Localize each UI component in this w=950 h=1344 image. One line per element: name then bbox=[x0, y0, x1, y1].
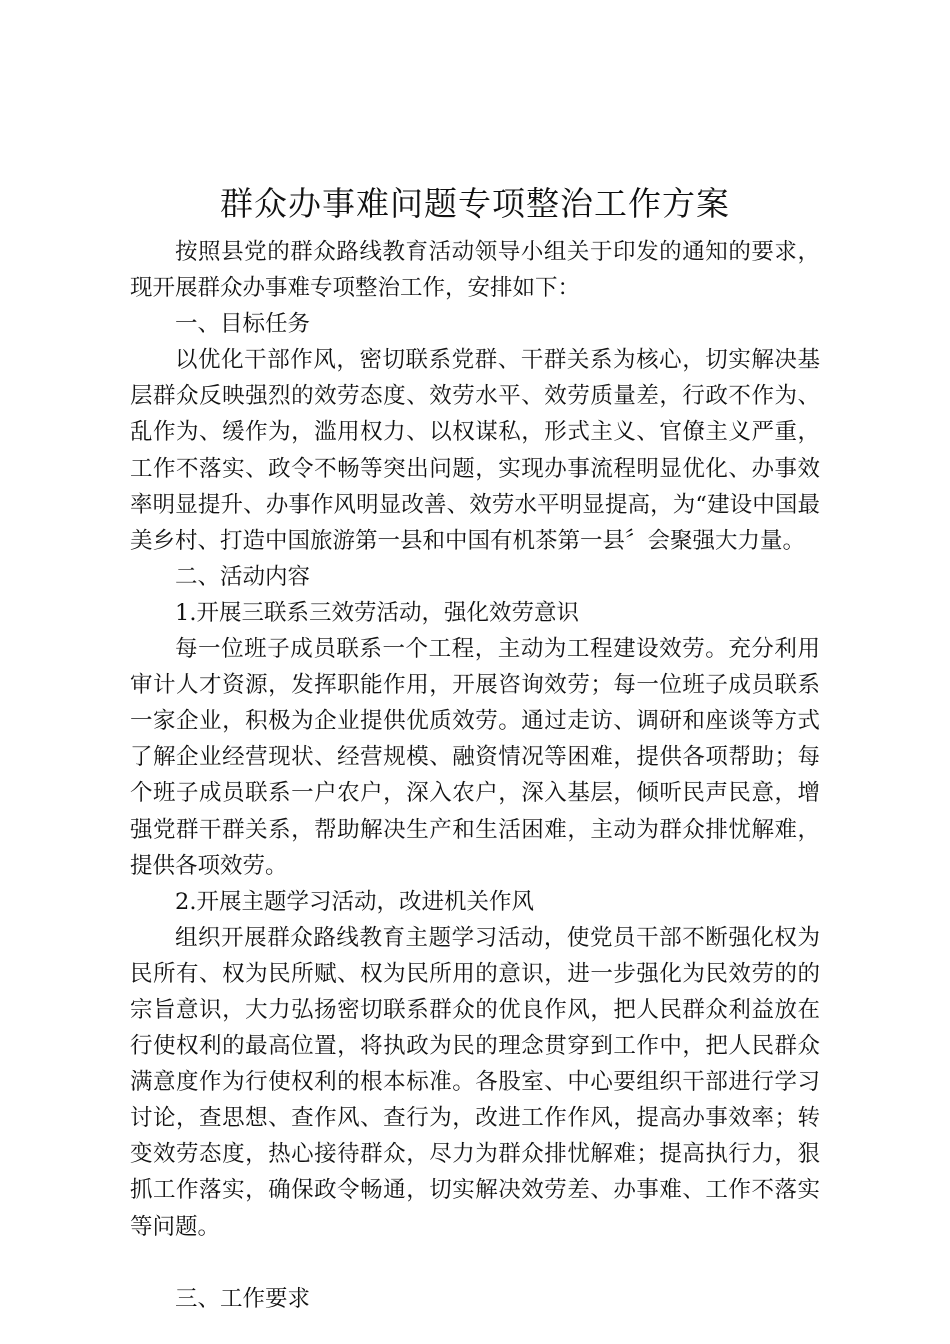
activity-2-paragraph: 组织开展群众路线教育主题学习活动，使党员干部不断强化权为民所有、权为民所赋、权为民所用的意识，进一步强化为民效劳的的宗旨意识，大力弘扬密切联系群众的优良作风，把人民群众利益放在行使权利的最高位置，将执政为民的理念贯穿到工作中，把人民群众满意度作为行使权利的根本标准。各股室、中心要组织干部进行学习讨论，查思想、查作风、查行为，改进工作作风，提高办事效率；转变效劳态度，热心接待群众，尽力为群众排忧解难；提高执行力，狠抓工作落实，确保政令畅通，切实解决效劳差、办事难、工作不落实等问题。 bbox=[130, 924, 820, 1240]
section-heading-activities: 二、活动内容 bbox=[175, 563, 311, 590]
subheading-activity-1: 1.开展三联系三效劳活动，强化效劳意识 bbox=[175, 599, 579, 626]
subheading-activity-2: 2.开展主题学习活动，改进机关作风 bbox=[175, 888, 534, 915]
section-heading-requirements: 三、工作要求 bbox=[175, 1285, 311, 1312]
section-heading-goals: 一、目标任务 bbox=[175, 311, 311, 338]
document-title: 群众办事难问题专项整治工作方案 bbox=[220, 184, 730, 223]
document-body bbox=[130, 234, 820, 1317]
activity-1-paragraph: 每一位班子成员联系一个工程，主动为工程建设效劳。充分利用审计人才资源，发挥职能作用，开展咨询效劳；每一位班子成员联系一家企业，积极为企业提供优质效劳。通过走访、调研和座谈等方式了解企业经营现状、经营规模、融资情况等困难，提供各项帮助；每个班子成员联系一户农户，深入农户，深入基层，倾听民声民意，增强党群干群关系，帮助解决生产和生活困难，主动为群众排忧解难，提供各项效劳。 bbox=[130, 636, 820, 879]
goals-paragraph: 以优化干部作风，密切联系党群、干群关系为核心，切实解决基层群众反映强烈的效劳态度、效劳水平、效劳质量差，行政不作为、乱作为、缓作为，滥用权力、以权谋私，形式主义、官僚主义严重，工作不落实、政令不畅等突出问题，实现办事流程明显优化、办事效率明显提升、办事作风明显改善、效劳水平明显提高，为“建设中国最美乡村、打造中国旅游第一县和中国有机茶第一县〞会聚强大力量。 bbox=[130, 347, 820, 554]
intro-paragraph: 按照县党的群众路线教育活动领导小组关于印发的通知的要求，现开展群众办事难专项整治工作，安排如下： bbox=[130, 239, 820, 302]
